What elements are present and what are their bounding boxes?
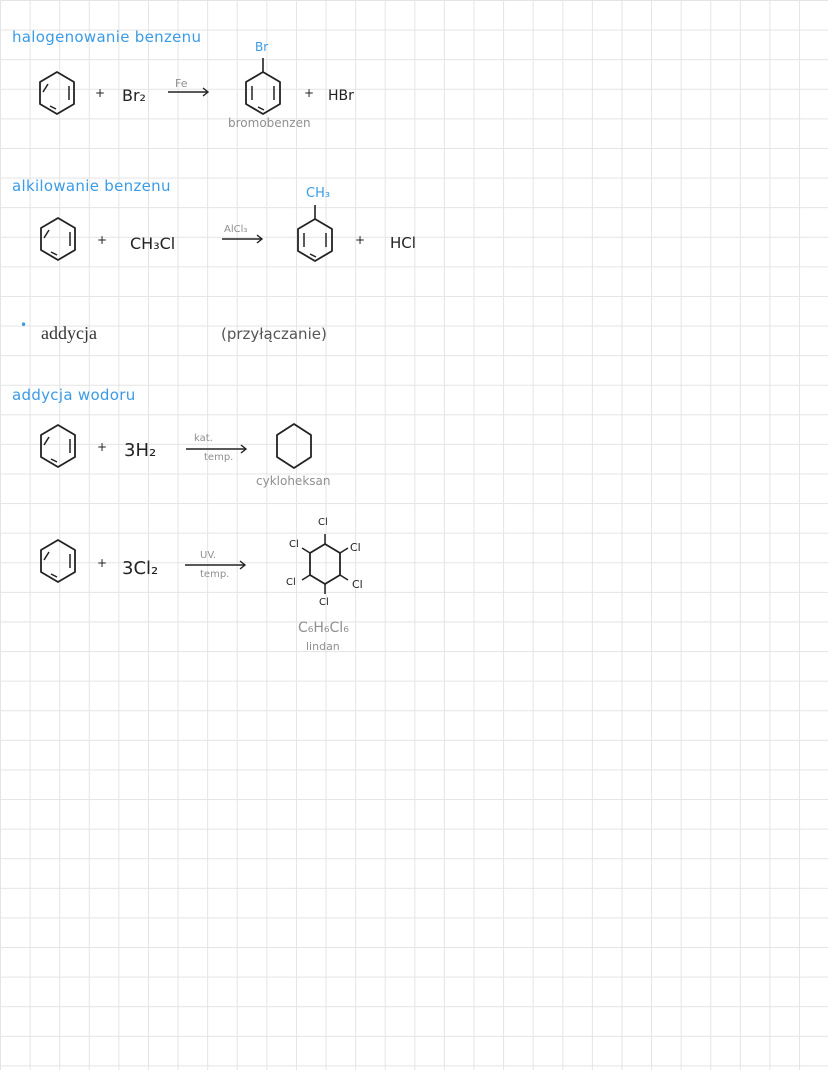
section-heading-hydrogenation [12, 386, 136, 404]
chlorine-label: Cl [319, 597, 329, 608]
reagent-methyl-chloride: CH₃Cl [130, 234, 176, 253]
benzene-ring-icon [38, 538, 78, 584]
plus-sign: + [95, 86, 106, 100]
benzene-ring-icon [37, 70, 77, 116]
chlorine-label: Cl [352, 578, 363, 591]
benzene-ring-icon [38, 216, 78, 262]
condition-uv: UV. [200, 550, 217, 561]
catalyst-label: AlCl₃ [224, 224, 248, 235]
benzene-ring-icon [38, 423, 78, 469]
reagent-hydrogen: 3H₂ [124, 440, 157, 461]
substituent-methyl: CH₃ [306, 186, 331, 201]
substituent-bromine: Br [255, 40, 269, 54]
product-formula-lindane: C₆H₆Cl₆ [298, 620, 349, 636]
bullet-label-addition: addycja [41, 323, 97, 343]
catalyst-label: Fe [175, 77, 188, 90]
plus-sign: + [355, 233, 366, 247]
plus-sign: + [97, 440, 108, 454]
toluene-ring-icon [295, 203, 335, 265]
plus-sign: + [304, 86, 315, 100]
chlorine-label: Cl [286, 577, 296, 588]
product-name-bromobenzene: bromobenzen [228, 116, 311, 130]
cyclohexane-ring-icon [274, 422, 314, 470]
condition-catalyst: kat. [194, 433, 213, 444]
chlorine-label: Cl [289, 539, 299, 550]
plus-sign: + [97, 556, 108, 570]
byproduct-hbr: HBr [328, 88, 354, 104]
plus-sign: + [97, 233, 108, 247]
reaction-arrow-icon [222, 234, 264, 244]
product-name-lindane: lindan [306, 640, 340, 653]
hexachlorocyclohexane-ring-icon [290, 526, 360, 606]
condition-temperature: temp. [200, 569, 230, 580]
reaction-arrow-icon [168, 87, 210, 97]
reagent-chlorine: 3Cl₂ [122, 558, 159, 579]
bromobenzene-ring-icon [243, 56, 283, 118]
bullet-note: (przyłączanie) [221, 325, 327, 343]
byproduct-hcl: HCl [390, 234, 416, 252]
chlorine-label: Cl [318, 517, 328, 528]
chlorine-label: Cl [350, 541, 361, 554]
reagent-bromine: Br₂ [122, 86, 146, 105]
section-heading-alkylation: alkilowanie benzenu [12, 177, 171, 195]
condition-temperature: temp. [204, 452, 234, 463]
bullet-icon: • [20, 318, 28, 332]
heading-word-addition: addycja wodoru [12, 386, 136, 404]
product-name-cyclohexane: cykloheksan [256, 474, 331, 488]
section-heading-halogenation: halogenowanie benzenu [12, 28, 202, 46]
